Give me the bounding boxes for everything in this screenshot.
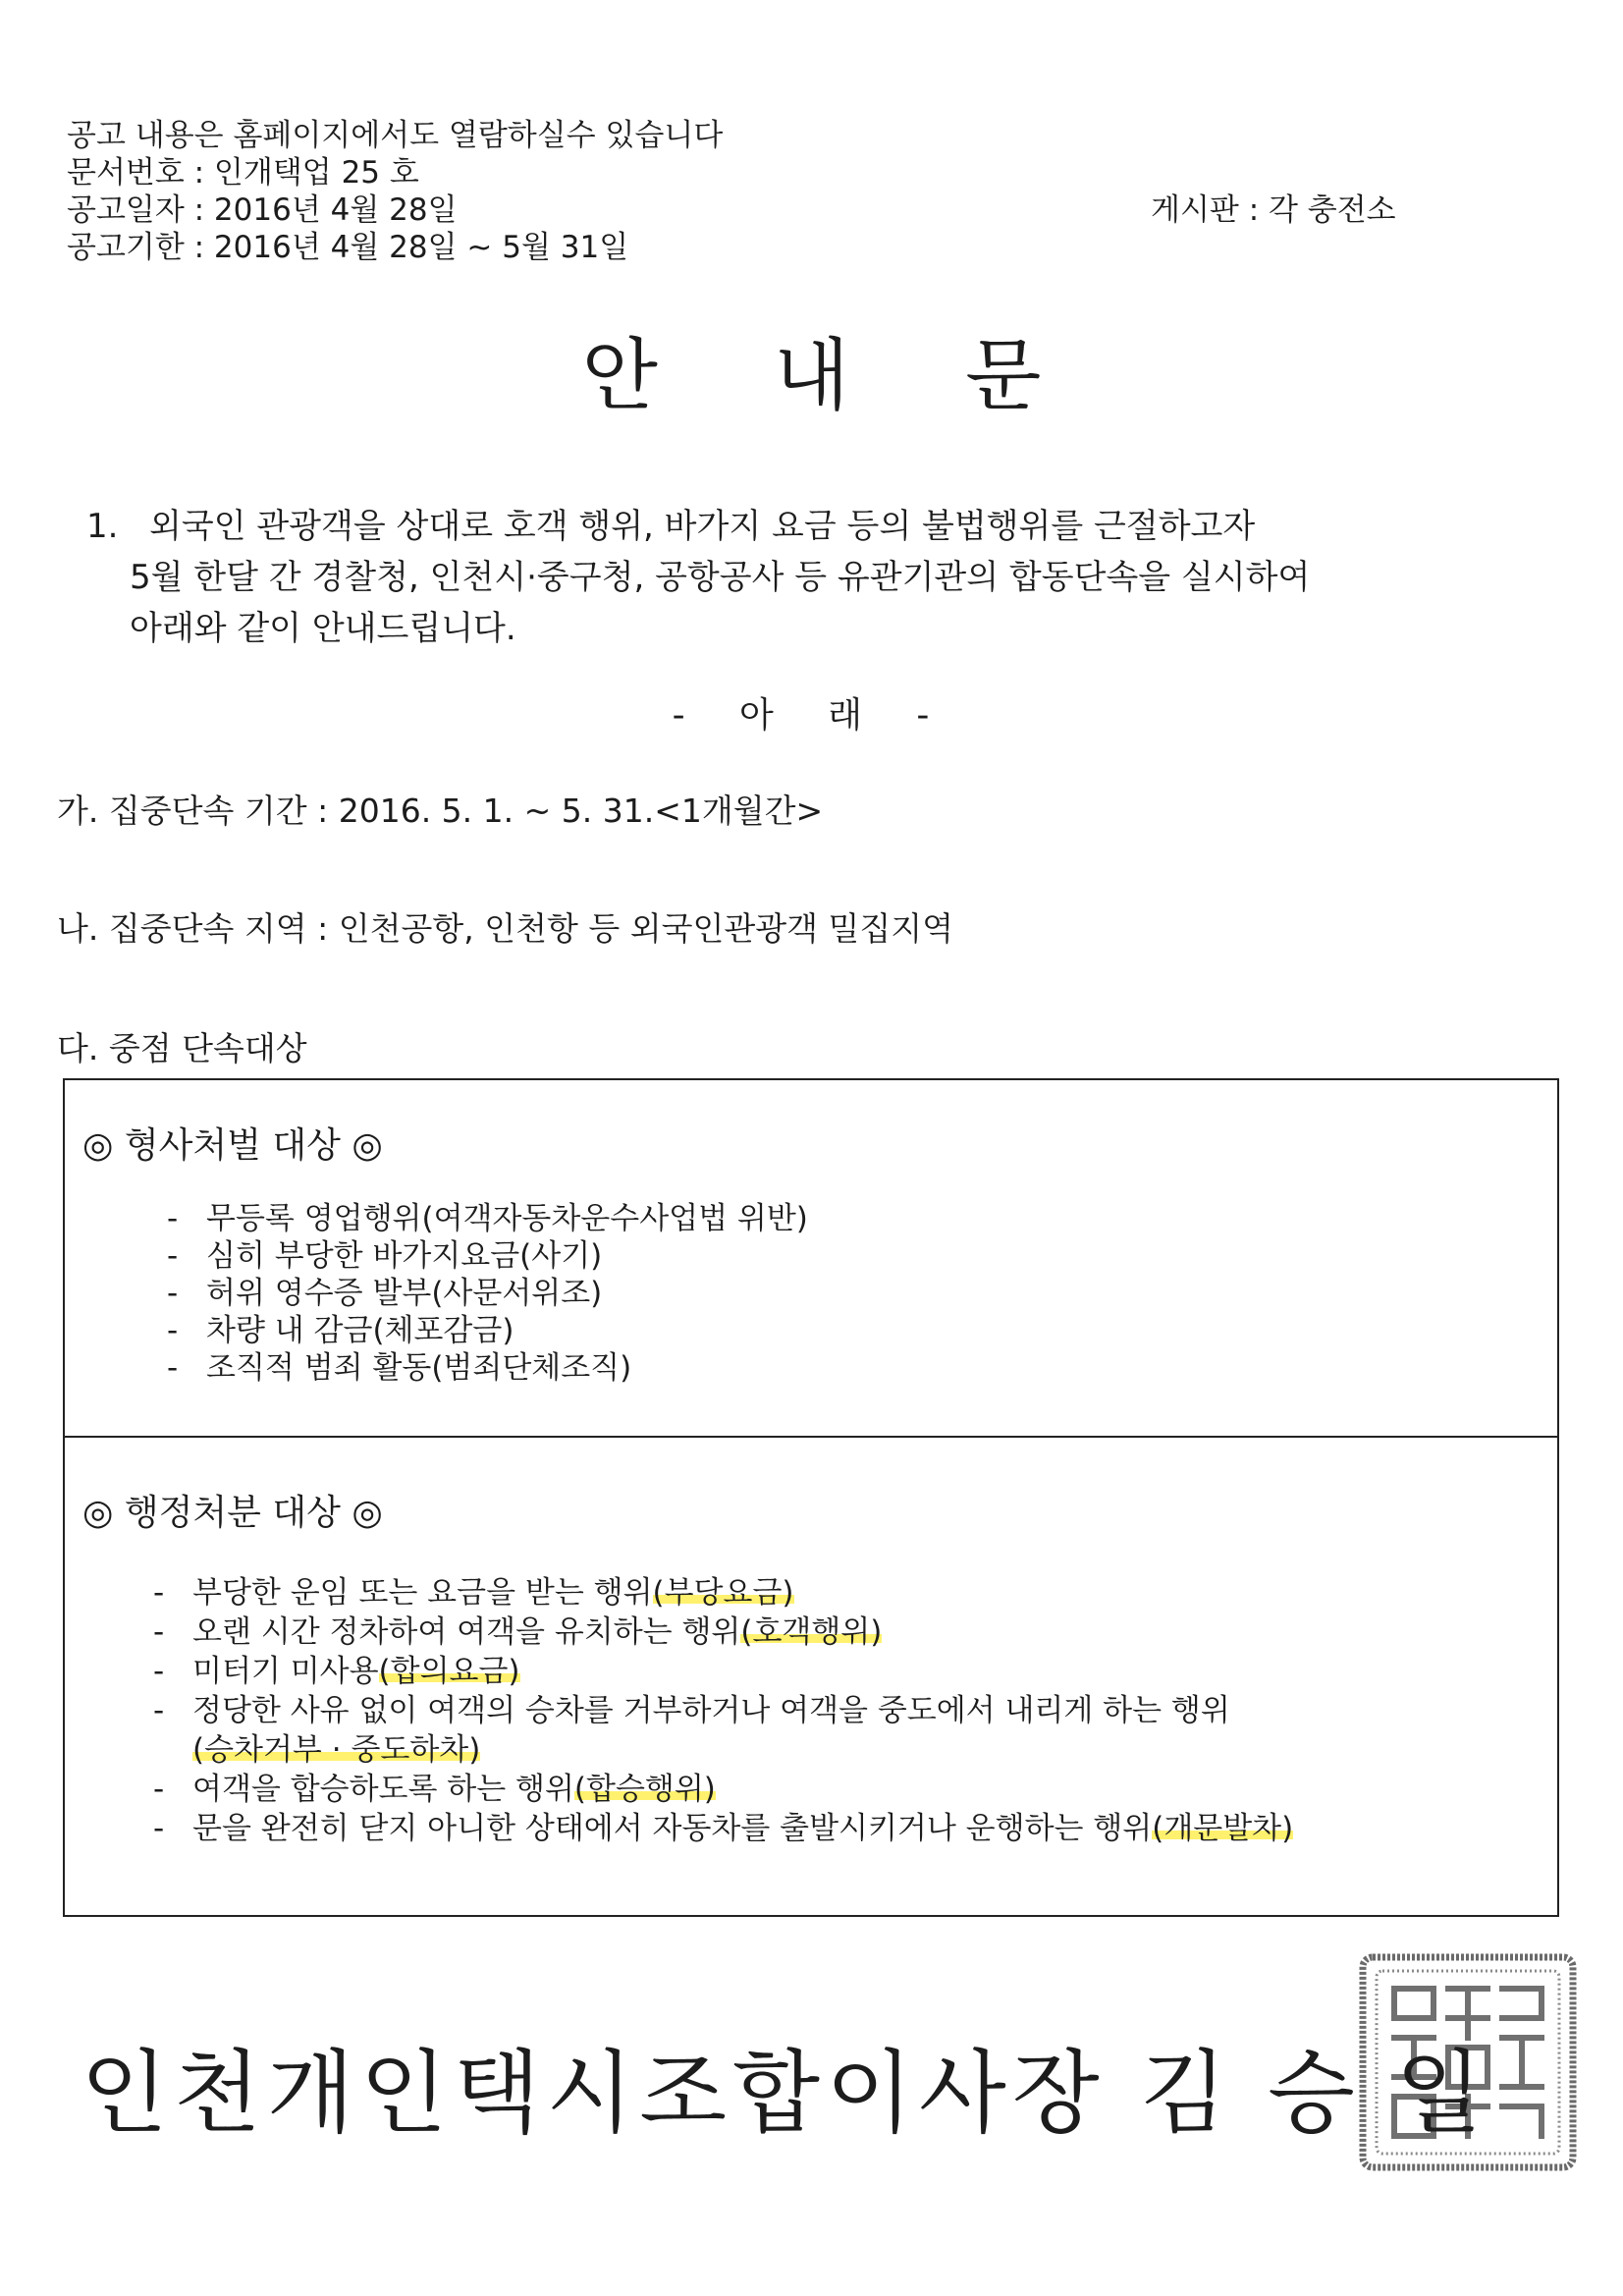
intro-line-1: 외국인 관광객을 상대로 호객 행위, 바가지 요금 등의 불법행위를 근절하고자 — [149, 507, 1256, 546]
list-item: - 무등록 영업행위(여객자동차운수사업법 위반) — [167, 1201, 808, 1236]
intro-line-2: 5월 한달 간 경찰청, 인천시·중구청, 공항공사 등 유관기관의 합동단속을 실시하여 — [130, 558, 1311, 597]
sub-title: - 아 래 - — [672, 695, 951, 736]
list-item: - 여객을 합승하도록 하는 행위(합승행위) — [153, 1772, 716, 1807]
criminal-list — [167, 1200, 808, 1387]
intro-line-3: 아래와 같이 안내드립니다. — [130, 609, 516, 648]
announce-period: 공고기한 : 2016년 4월 28일 ~ 5월 31일 — [67, 230, 629, 265]
section-targets: 다. 중점 단속대상 — [57, 1029, 307, 1067]
signature: 인천개인택시조합이사장 김 승 일 — [81, 2041, 1488, 2146]
doc-number: 문서번호 : 인개택업 25 호 — [67, 155, 419, 191]
section-area: 나. 집중단속 지역 : 인천공항, 인천항 등 외국인관광객 밀집지역 — [57, 909, 953, 948]
criminal-box — [63, 1078, 1559, 1438]
list-item: - 조직적 범죄 활동(범죄단체조직) — [167, 1350, 632, 1386]
board-label: 게시판 : 각 충전소 — [1151, 192, 1396, 228]
admin-box — [63, 1434, 1559, 1917]
notice-line: 공고 내용은 홈페이지에서도 열람하실수 있습니다 — [67, 118, 724, 153]
section-period: 가. 집중단속 기간 : 2016. 5. 1. ~ 5. 31.<1개월간> — [57, 792, 824, 830]
list-item: (승차거부 · 중도하차) — [192, 1732, 481, 1768]
announce-date: 공고일자 : 2016년 4월 28일 — [67, 192, 458, 228]
list-item: - 허위 영수증 발부(사문서위조) — [167, 1276, 603, 1311]
list-item: - 정당한 사유 없이 여객의 승차를 거부하거나 여객을 중도에서 내리게 하는 행위 — [153, 1693, 1230, 1728]
list-item: - 차량 내 감금(체포감금) — [167, 1313, 514, 1348]
intro-number: 1. — [86, 507, 119, 546]
criminal-heading: ◎ 형사처벌 대상 ◎ — [82, 1125, 383, 1166]
page-title: 안내문 — [581, 330, 1158, 421]
list-item: - 심히 부당한 바가지요금(사기) — [167, 1238, 603, 1274]
admin-list — [153, 1573, 1293, 1848]
list-item: - 오랜 시간 정차하여 여객을 유치하는 행위(호객행위) — [153, 1614, 883, 1650]
list-item: - 문을 완전히 닫지 아니한 상태에서 자동차를 출발시키거나 운행하는 행위(개문발차) — [153, 1811, 1294, 1846]
list-item: - 부당한 운임 또는 요금을 받는 행위(부당요금) — [153, 1575, 794, 1611]
list-item: - 미터기 미사용(합의요금) — [153, 1654, 520, 1689]
admin-heading: ◎ 행정처분 대상 ◎ — [82, 1493, 383, 1533]
